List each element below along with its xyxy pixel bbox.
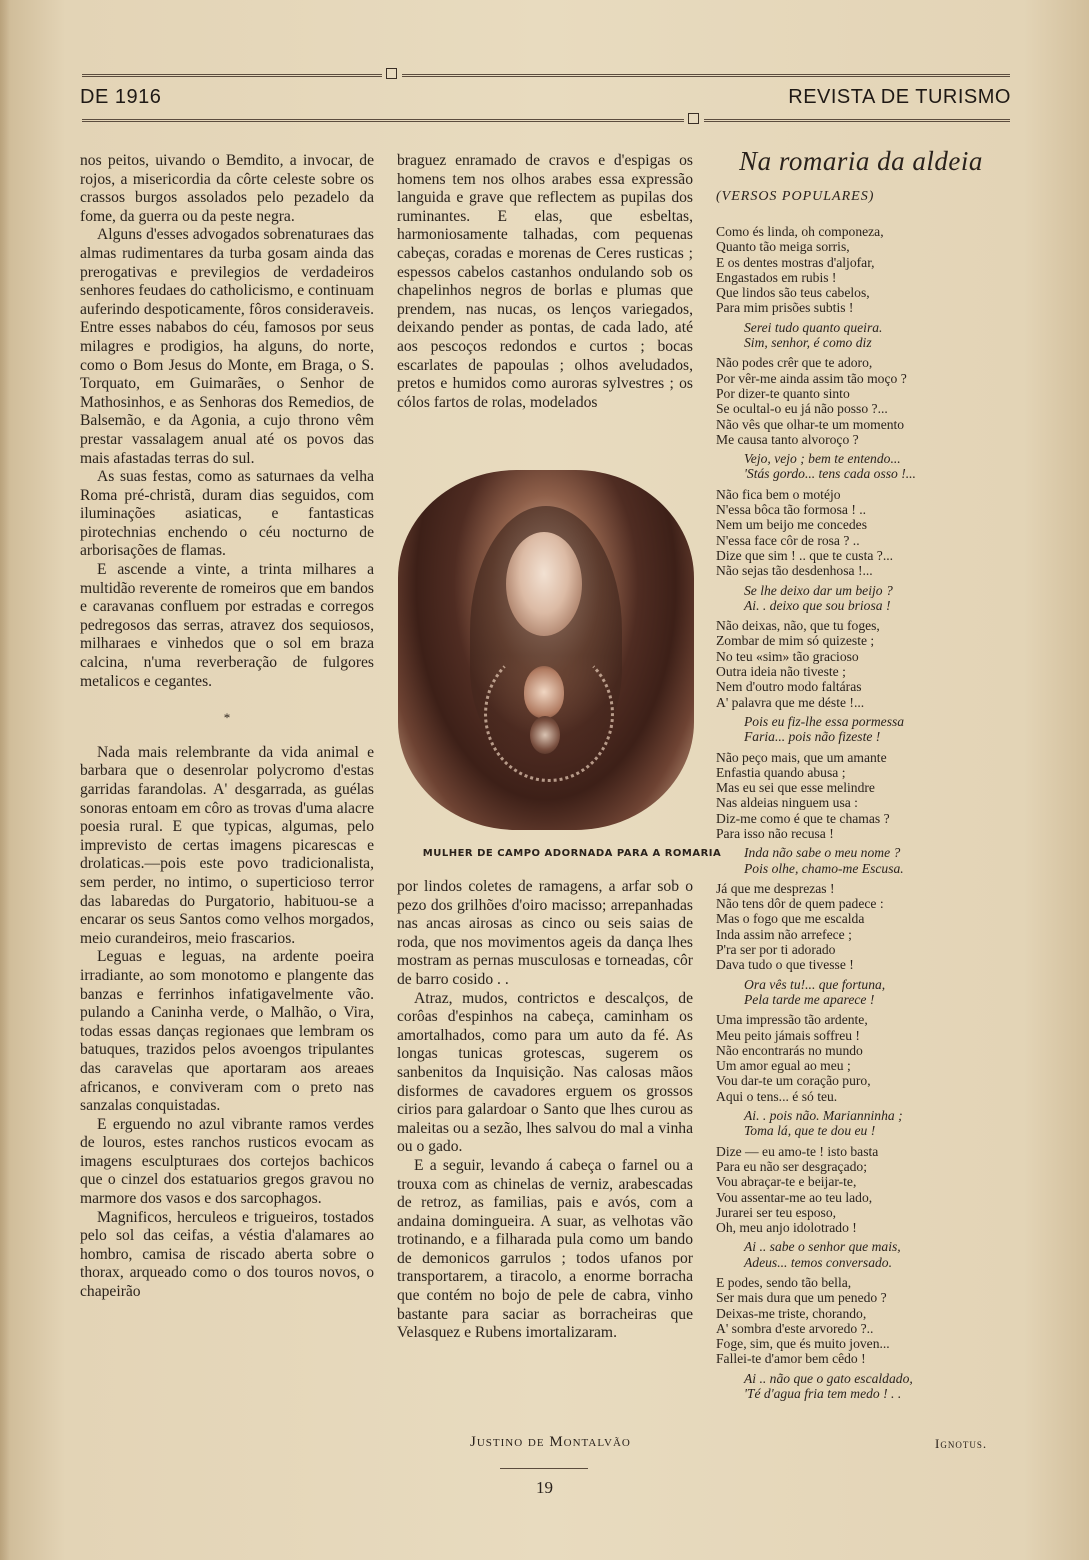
poem-line: No teu «sim» tão gracioso: [716, 648, 859, 664]
poem-line: Vou abraçar-te e beijar-te,: [716, 1174, 857, 1190]
poem-line: Fallei-te d'amor bem cêdo !: [716, 1351, 866, 1367]
page-number: 19: [536, 1478, 553, 1497]
paragraph: nos peitos, uivando o Bemdito, a invocar, de rojos, a misericordia da côrte celeste sobre os crassos burgos assolados pelo pezadelo da fome, da guerra ou da peste negra.: [80, 152, 374, 225]
poem-line: Vou assentar-me ao teu lado,: [716, 1189, 873, 1205]
poem-line: Nem d'outro modo faltáras: [716, 679, 862, 695]
poem-line: Não fica bem o motéjo: [716, 486, 841, 502]
poem-line: Nas aldeias ninguem usa :: [716, 795, 858, 811]
poem-reply: [744, 451, 1006, 482]
poem-line: A' sombra d'este arvoredo ?..: [716, 1320, 874, 1336]
poem-line: Não deixas, não, que tu foges,: [716, 618, 880, 634]
poem-line: N'essa bôca tão formosa ! ..: [716, 502, 867, 518]
poem-line: Não vês que olhar-te um momento: [716, 416, 905, 432]
poem-reply: [744, 1239, 1006, 1270]
poem-line: Me causa tanto alvoroço ?: [716, 431, 859, 447]
poem-reply-line: Ai .. sabe o senhor que mais,: [744, 1239, 901, 1255]
poem-stanza: [716, 487, 1006, 579]
poem-reply-line: Adeus... temos conversado.: [744, 1254, 892, 1270]
poem-reply-line: Se lhe deixo dar um beijo ?: [744, 582, 893, 598]
poem-line: Ser mais dura que um penedo ?: [716, 1290, 887, 1306]
poem-line: Dize que sim ! .. que te custa ?...: [716, 547, 894, 563]
poem-reply-line: Sim, senhor, é como diz: [744, 335, 872, 351]
column-1: [80, 152, 374, 1302]
paragraph: E ascende a vinte, a trinta milhares a multidão reverente de romeiros que em bandos e caravanas confluem por estradas e corregos pedregosos das serras, atravez dos sequiosos, milharaes e vinhedos que o sol em braza calcina, n'uma reverberação de fulgores metalicos e cegantes.: [80, 561, 374, 690]
poem-line: Foge, sim, que és muito joven...: [716, 1336, 890, 1352]
poem-subtitle: (VERSOS POPULARES): [716, 189, 875, 204]
poem-line: Não podes crêr que te adoro,: [716, 355, 873, 371]
poem-line: Vou dar-te um coração puro,: [716, 1073, 871, 1089]
section-separator: *: [223, 710, 231, 726]
poem-line: Aqui o tens... é só teu.: [716, 1088, 838, 1104]
poem-reply-line: Inda não sabe o meu nome ?: [744, 845, 901, 861]
poem-line: Para mim prisões subtis !: [716, 300, 854, 316]
poem-line: Deixas-me triste, chorando,: [716, 1305, 867, 1321]
poem-line: Que lindos são teus cabelos,: [716, 285, 870, 301]
poem-reply-line: Ora vês tu!... que fortuna,: [744, 976, 886, 992]
poem-line: Quanto tão meiga sorris,: [716, 239, 850, 255]
paragraph: por lindos coletes de ramagens, a arfar sob o pezo dos grilhões d'oiro macisso; arrepanhadas nas ancas airosas as cinco ou seis saias de roda, que nos movimentos ageis da dança lhes mostram as pernas musculosas e torneadas, côr de barro cosido . .: [397, 878, 693, 988]
poem-reply: [744, 320, 1006, 351]
poem-line: Nem um beijo me concedes: [716, 517, 867, 533]
rule-ornament: [688, 113, 699, 124]
poem-stanza: [716, 1275, 1006, 1367]
poem-line: Engastados em rubis !: [716, 269, 837, 285]
poem-line: N'essa face côr de rosa ? ..: [716, 532, 860, 548]
poem-reply-line: Ai. . pois não. Marianninha ;: [744, 1108, 903, 1124]
poem-reply: [744, 845, 1006, 876]
poem-reply-line: Vejo, vejo ; bem te entendo...: [744, 451, 901, 467]
paragraph: braguez enramado de cravos e d'espigas os homens tem nos olhos arabes essa expressão languida e grave que reflectem as pupilas dos ruminantes. E elas, que esbeltas, harmoniosamente talhadas, com pequenas cabeças, coradas e morenas de Ceres rusticas ; espessos cabelos castanhos ondulando sob os chapelinhos negros de borlas e plumas que prendem, nas nucas, os lenços variegados, deixando pender as pontas, de cada lado, até aos pescoços redondos e curtos ; bocas escarlates de papoulas ; olhos aveludados, pretos e humidos como auroras sylvestres ; os cólos fartos de rolas, modelados: [397, 152, 693, 411]
poem-reply-line: Faria... pois não fizeste !: [744, 729, 881, 745]
photo-face-shape: [506, 532, 582, 636]
poem-line: Meu peito jámais soffreu !: [716, 1027, 860, 1043]
poem-reply: [744, 977, 1006, 1008]
poem-line: Para eu não ser desgraçado;: [716, 1158, 867, 1174]
photo-caption: MULHER DE CAMPO ADORNADA PARA A ROMARIA: [422, 848, 722, 859]
poem-reply-line: Pois eu fiz-lhe essa pormessa: [744, 713, 905, 729]
header-left: DE 1916: [80, 86, 162, 108]
poem-reply-line: Pois olhe, chamo-me Escusa.: [744, 860, 904, 876]
poem-title: Na romaria da aldeia: [739, 146, 983, 176]
paragraph: E erguendo no azul vibrante ramos verdes de louros, estes ranchos rusticos evocam as imagens esculpturaes dos cortejos bachicos que o cinzel dos estatuarios gregos gravou no marmore dos vasos e dos sarcophagos.: [80, 1115, 374, 1208]
poem-stanza: [716, 1012, 1006, 1104]
paragraph: Atraz, mudos, contrictos e descalços, de corôas d'espinhos na cabeça, caminham os amortalhados, como para um auto da fé. As longas tunicas grotescas, sugerem os sanbenitos da Inquisição. Nas calosas mãos disformes de cavadores erguem os grossos cirios para galardoar o Santo que lhes curou as maleitas ou a sezão, lhes salvou do mal a vinha ou o gado.: [397, 989, 693, 1156]
paragraph: Leguas e leguas, na ardente poeira irradiante, ao som monotomo e plangente das banzas e ferrinhos infatigavelmente vão. pulando a Caninha verde, o Malhão, o Vira, todas essas danças regionaes que lembram os batuques, trazidos pelos avoengos tripulantes das caravelas que aportaram aos areaes africanos, e conviveram com o preto nas sanzalas conquistadas.: [80, 948, 374, 1115]
poem-line: Diz-me como é que te chamas ?: [716, 810, 890, 826]
poem-line: Como és linda, oh componeza,: [716, 224, 884, 239]
header-rule-top-right: [402, 74, 1010, 77]
paragraph: E a seguir, levando á cabeça o farnel ou a trouxa com as chinelas de verniz, arabescadas de retroz, as familias, pais e avós, com a andaina domingueira. A suar, as velhotas vão trotinando, e a filharada pula como um bando de demonicos garrulos ; todos ufanos por transportarem, a tiracolo, a enorme borracha que contém no bojo de pele de cabra, vinho bastante para saciar as borracheiras que Velasquez e Rubens imortalizaram.: [397, 1156, 693, 1342]
paragraph: Alguns d'esses advogados sobrenaturaes das almas rudimentares da turba gosam ainda das prerogativas e previlegios de verdadeiros senhores feudaes do catholicismo, e continuam auferindo despoticamente, fôros consideraveis. Entre esses nababos do céu, famosos por seus milagres e prodigios, ha alguns, do norte, como o Bom Jesus do Monte, em Braga, o S. Torquato, em Guimarães, o Senhor de Mathosinhos, e as Senhoras dos Remedios, de Balsemão, e da Agonia, a cujo throno vêm prestar vassalagem anual até os povos das mais afastadas terras do sul.: [80, 226, 374, 467]
poem-line: Jurarei ser teu esposo,: [716, 1204, 837, 1220]
poem-reply-line: Ai. . deixo que sou briosa !: [744, 597, 891, 613]
footer-rule: [500, 1468, 588, 1469]
author-signature: Justino de Montalvão: [470, 1434, 631, 1450]
poem-stanza: [716, 224, 1006, 316]
poem-line: Por vêr-me ainda assim tão moço ?: [716, 370, 907, 386]
poem-reply-line: 'Stás gordo... tens cada osso !...: [744, 466, 916, 482]
poem-reply: [744, 1108, 1006, 1139]
poem-line: P'ra ser por ti adorado: [716, 942, 836, 958]
poem-line: Enfastia quando abusa ;: [716, 764, 846, 780]
poem-line: Não peço mais, que um amante: [716, 749, 887, 765]
poem-body: [716, 224, 1006, 1406]
header-rule-bottom-right: [704, 119, 1010, 122]
header-rule-bottom-left: [82, 119, 684, 122]
paragraph: Magnificos, herculeos e trigueiros, tostados pelo sol das ceifas, a véstia d'alamares ao hombro, camisa de riscado aberta sobre o thorax, arqueado como o dos touros novos, o chapeirão: [80, 1208, 374, 1301]
page-fold-shadow: [0, 0, 10, 1560]
poem-reply-line: Ai .. não que o gato escaldado,: [744, 1370, 913, 1386]
poem-stanza: [716, 1144, 1006, 1236]
poem-line: Um amor egual ao meu ;: [716, 1058, 851, 1074]
poem-line: Para isso não recusa !: [716, 825, 834, 841]
poem-line: Por dizer-te quanto sinto: [716, 385, 850, 401]
poem-stanza: [716, 355, 1006, 447]
poem-line: Dize — eu amo-te ! isto basta: [716, 1143, 879, 1159]
poem-line: Zombar de mim só quizeste ;: [716, 633, 875, 649]
poem-reply: [744, 1371, 1006, 1402]
paragraph: As suas festas, como as saturnaes da velha Roma pré-christã, duram dias seguidos, com iluminações asiaticas, e fantasticas pirotechnias enchendo o céu nocturno de arborisações de flamas.: [80, 468, 374, 560]
column-2-bottom: [397, 878, 693, 1343]
poem-line: Não sejas tão desdenhosa !...: [716, 563, 873, 579]
poem-line: Outra ideia não tiveste ;: [716, 664, 846, 680]
poem-line: Oh, meu anjo idolotrado !: [716, 1220, 857, 1236]
poem-line: Inda assim não arrefece ;: [716, 926, 852, 942]
poem-reply-line: Serei tudo quanto queira.: [744, 319, 883, 335]
poem-signature: Ignotus.: [935, 1436, 988, 1451]
photo-medallion-shape: [530, 716, 560, 754]
poem-line: Não tens dôr de quem padece :: [716, 896, 884, 912]
poem-line: E podes, sendo tão bella,: [716, 1275, 852, 1290]
poem-stanza: [716, 750, 1006, 842]
poem-stanza: [716, 881, 1006, 973]
poem-line: Mas eu sei que esse melindre: [716, 780, 875, 796]
poem-line: Não encontrarás no mundo: [716, 1042, 863, 1058]
poem-stanza: [716, 618, 1006, 710]
poem-line: A' palavra que me déste !...: [716, 694, 865, 710]
rule-ornament: [386, 68, 397, 79]
column-2-top: [397, 152, 693, 412]
poem-reply-line: 'Té d'agua fria tem medo ! . .: [744, 1386, 902, 1402]
poem-line: Mas o fogo que me escalda: [716, 911, 865, 927]
poem-reply: [744, 583, 1006, 614]
poem-reply-line: Toma lá, que te dou eu !: [744, 1123, 876, 1139]
poem-reply: [744, 714, 1006, 745]
poem-line: Dava tudo o que tivesse !: [716, 957, 854, 973]
poem-line: Uma impressão tão ardente,: [716, 1012, 868, 1028]
poem-line: Se ocultal-o eu já não posso ?...: [716, 401, 888, 417]
paragraph: Nada mais relembrante da vida animal e barbara que o desenrolar polycromo d'estas garridas farandolas. A' desgarrada, as guélas sonoras entoam em côro as trovas d'uma alacre poesia rural. E que typicas, algumas, pelo imprevisto de certas imagens picarescas e drolaticas.—pois este povo tradicionalista, sem perder, no intimo, o superticioso terror das labaredas do Purgatorio, habituou-se a encarar os seus Santos como velhos morgados, meio curandeiros, meio frascarios.: [80, 743, 374, 947]
poem-reply-line: Pela tarde me aparece !: [744, 991, 875, 1007]
header-right: REVISTA DE TURISMO: [788, 86, 1011, 108]
header-rule-top-left: [82, 74, 382, 77]
poem-line: E os dentes mostras d'aljofar,: [716, 254, 875, 270]
poem-line: Já que me desprezas !: [716, 880, 835, 896]
photo-heart-pendant-shape: [524, 666, 564, 718]
portrait-photograph: [398, 470, 694, 830]
